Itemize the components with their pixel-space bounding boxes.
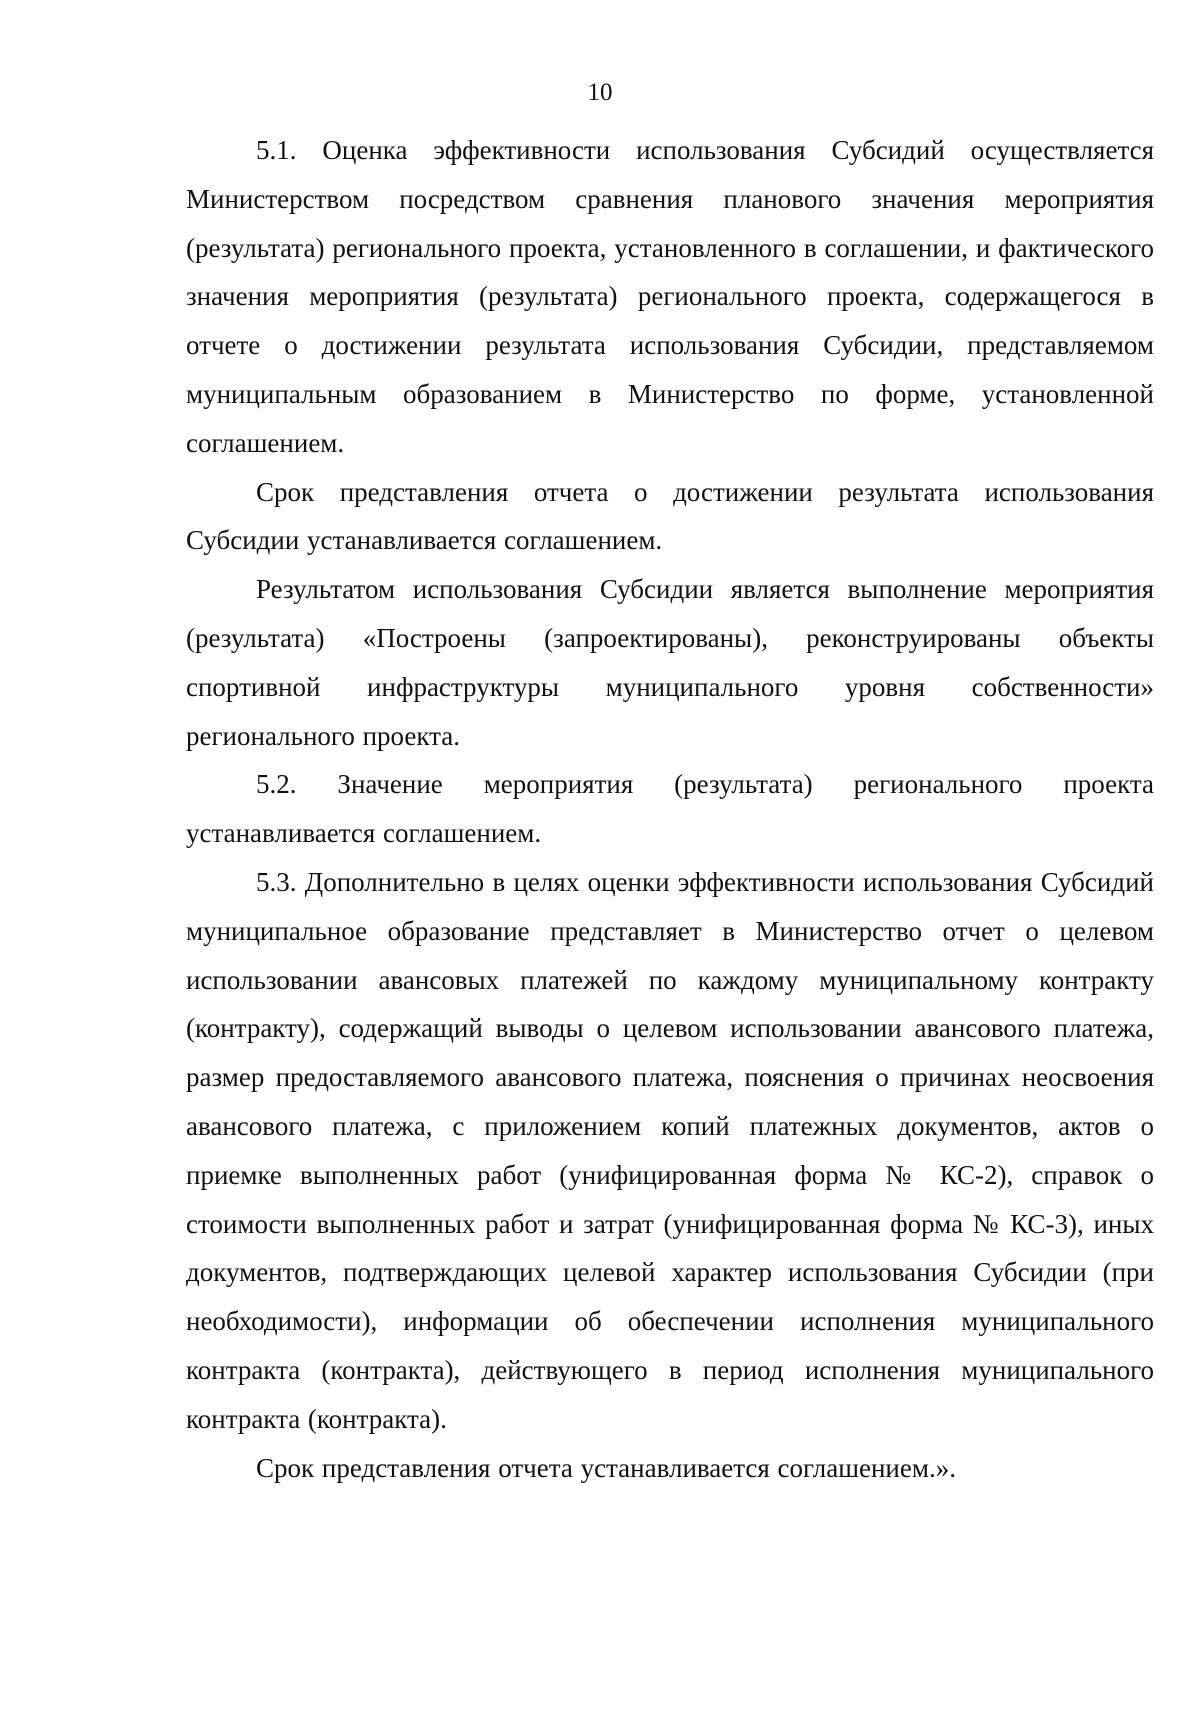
document-body <box>186 126 1154 1492</box>
paragraph-5-3: 5.3. Дополнительно в целях оценки эффективности использования Субсидий муниципальное образование представляет в Министерство отчет о целевом использовании авансовых платежей по каждому муниципальному контракту (контракту), содержащий выводы о целевом использовании авансового платежа, размер предоставляемого авансового платежа, пояснения о причинах неосвоения авансового платежа, с приложением копий платежных документов, актов о приемке выполненных работ (унифицированная форма № КС-2), справок о стоимости выполненных работ и затрат (унифицированная форма № КС-3), иных документов, подтверждающих целевой характер использования Субсидии (при необходимости), информации об обеспечении исполнения муниципального контракта (контракта), действующего в период исполнения муниципального контракта (контракта). <box>186 866 1154 1434</box>
paragraph-report-deadline: Срок представления отчета о достижении результата использования Субсидии устанавливается соглашением. <box>186 476 1154 556</box>
paragraph-5-1: 5.1. Оценка эффективности использования Субсидий осуществляется Министерством посредством сравнения планового значения мероприятия (результата) регионального проекта, установленного в соглашении, и фактического значения мероприятия (результата) регионального проекта, содержащегося в отчете о достижении результата использования Субсидии, представляемом муниципальным образованием в Министерство по форме, установленной соглашением. <box>186 135 1154 458</box>
page-number: 10 <box>587 79 613 106</box>
paragraph-subsidy-result: Результатом использования Субсидии является выполнение мероприятия (результата) «Построены (запроектированы), реконструированы объекты спортивной инфраструктуры муниципального уровня собственности» регионального проекта. <box>186 574 1154 751</box>
paragraph-5-2: 5.2. Значение мероприятия (результата) регионального проекта устанавливается соглашением. <box>186 769 1154 849</box>
paragraph-final-deadline: Срок представления отчета устанавливается соглашением.». <box>256 1452 956 1483</box>
